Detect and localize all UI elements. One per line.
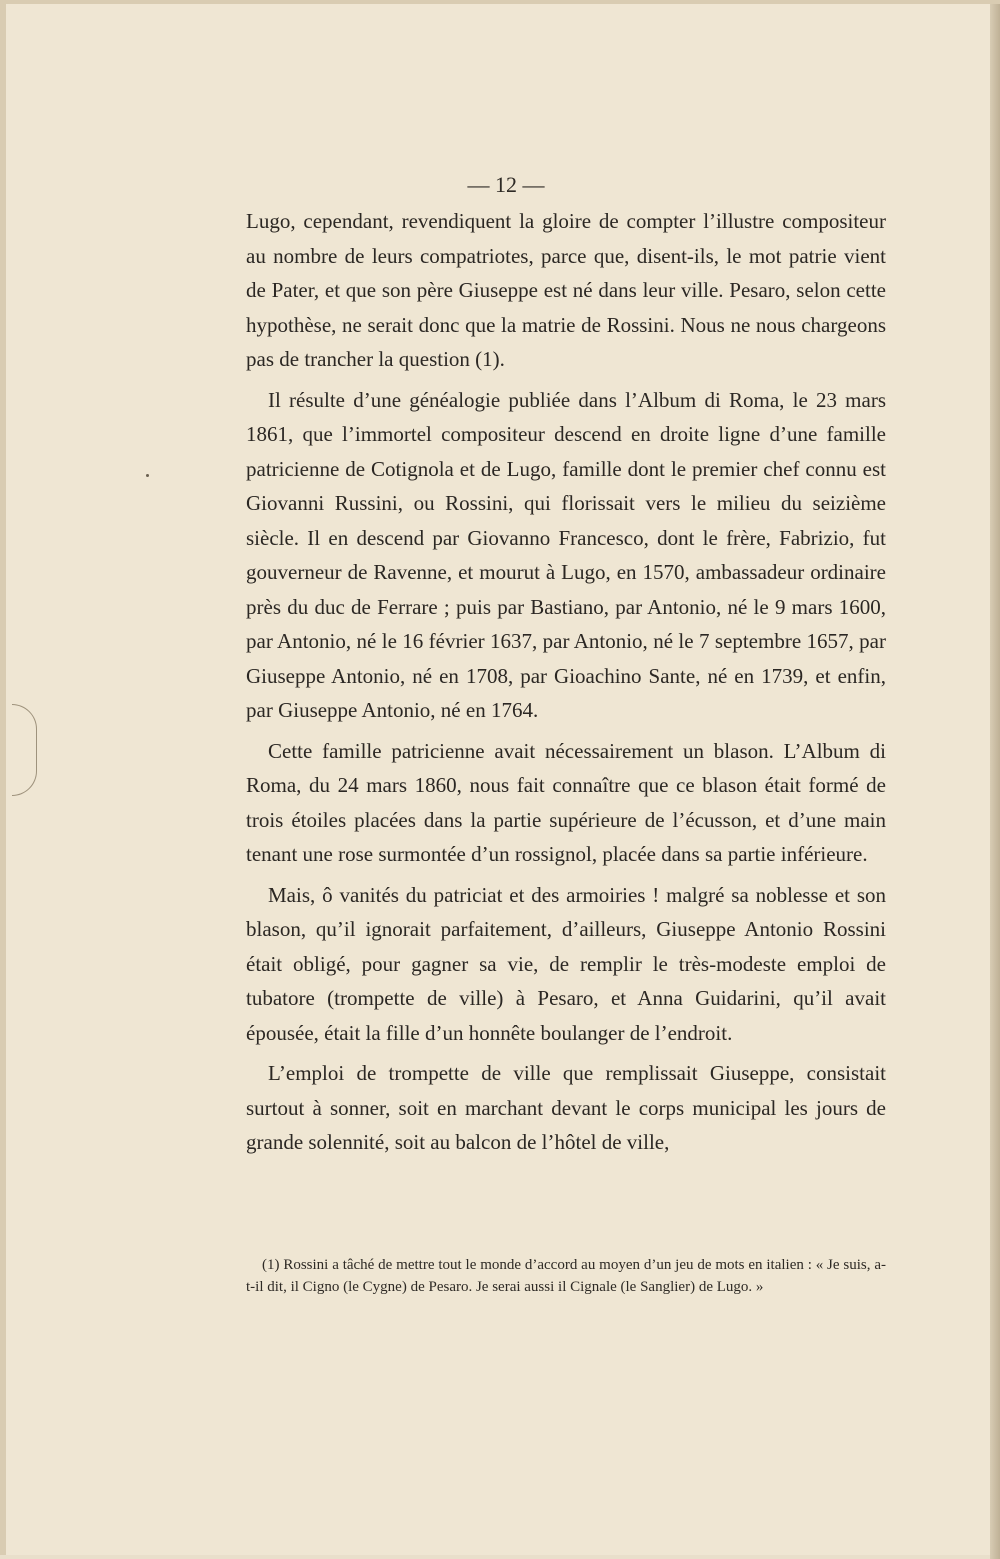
paragraph-2: Il résulte d’une généalogie publiée dans l’Album di Roma, le 23 mars 1861, que l’immortel compositeur descend en droite ligne d’une famille patricienne de Cotignola et de Lugo, famille dont le premier chef connu est Giovanni Russini, ou Rossini, qui florissait vers le milieu du seizième siècle. Il en descend par Giovanno Francesco, dont le frère, Fabrizio, fut gouverneur de Ravenne, et mourut à Lugo, en 1570, ambassadeur ordinaire près du duc de Ferrare ; puis par Bastiano, par Antonio, né le 9 mars 1600, par Antonio, né le 16 février 1637, par Antonio, né le 7 septembre 1657, par Giuseppe Antonio, né en 1708, par Gioachino Sante, né en 1739, et enfin, par Giuseppe Antonio, né en 1764. (246, 387, 886, 722)
binding-mark (12, 704, 37, 796)
footnote (246, 1254, 886, 1298)
footnote-text: (1) Rossini a tâché de mettre tout le monde d’accord au moyen d’un jeu de mots en italien : « Je suis, a-t-il dit, il Cigno (le Cygne) de Pesaro. Je serai aussi il Cignale (le Sanglier) de Lugo. » (246, 1257, 886, 1295)
body-text (246, 204, 886, 1166)
paragraph-4: Mais, ô vanités du patriciat et des armoiries ! malgré sa noblesse et son blason, qu’il ignorait parfaitement, d’ailleurs, Giuseppe Antonio Rossini était obligé, pour gagner sa vie, de remplir le très-modeste emploi de tubatore (trompette de ville) à Pesaro, et Anna Guidarini, qu’il avait épousée, était la fille d’un honnête boulanger de l’endroit. (246, 882, 886, 1045)
paragraph-5: L’emploi de trompette de ville que remplissait Giuseppe, consistait surtout à sonner, soit en marchant devant le corps municipal les jours de grande solennité, soit au balcon de l’hôtel de ville, (246, 1061, 886, 1154)
page-edge-shadow (990, 4, 1000, 1559)
paragraph-3: Cette famille patricienne avait nécessairement un blason. L’Album di Roma, du 24 mars 1860, nous fait connaître que ce blason était formé de trois étoiles placées dans la partie supérieure de l’écusson, et d’une main tenant une rose surmontée d’un rossignol, placée dans sa partie inférieure. (246, 738, 886, 866)
paper-speck (146, 474, 149, 477)
paragraph-1: Lugo, cependant, revendiquent la gloire de compter l’illustre compositeur au nombre de leurs compatriotes, parce que, disent-ils, le mot patrie vient de Pater, et que son père Giuseppe est né dans leur ville. Pesaro, selon cette hypothèse, ne serait donc que la matrie de Rossini. Nous ne nous chargeons pas de trancher la question (1). (246, 209, 886, 371)
page-number: — 12 — (467, 172, 545, 197)
